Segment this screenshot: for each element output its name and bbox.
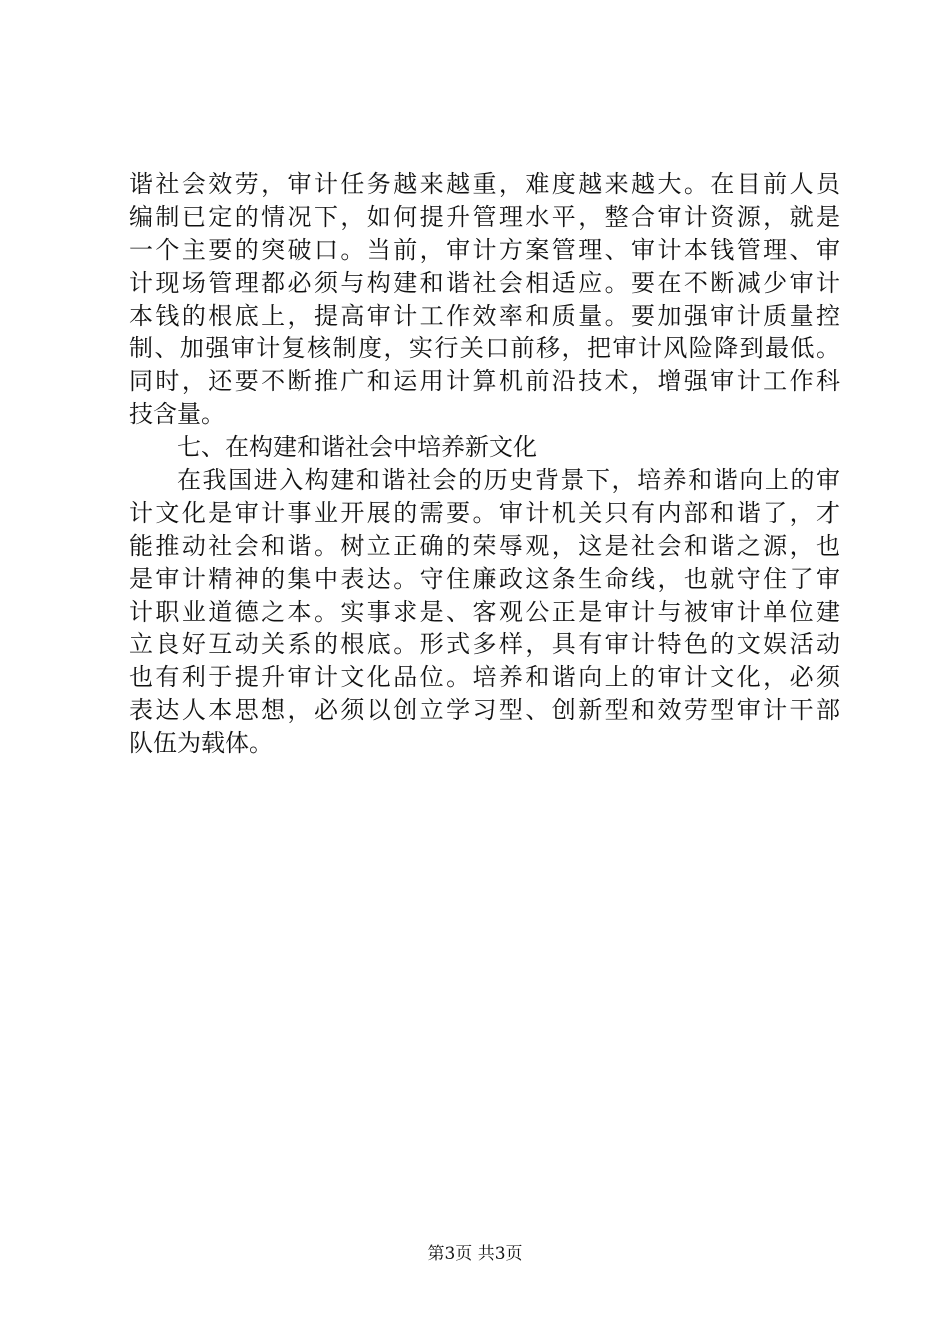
section-heading: 七、在构建和谐社会中培养新文化 [177, 433, 537, 462]
paragraph-line: 编制已定的情况下，如何提升管理水平，整合审计资源，就是 [129, 202, 840, 231]
paragraph-line: 表达人本思想，必须以创立学习型、创新型和效劳型审计干部 [129, 696, 840, 725]
paragraph-line: 一个主要的突破口。当前，审计方案管理、审计本钱管理、审 [129, 235, 840, 264]
paragraph-line: 计职业道德之本。实事求是、客观公正是审计与被审计单位建 [129, 597, 840, 626]
paragraph-line: 计现场管理都必须与构建和谐社会相适应。要在不断减少审计 [129, 268, 840, 297]
paragraph-line: 技含量。 [129, 400, 225, 429]
paragraph-line: 计文化是审计事业开展的需要。审计机关只有内部和谐了，才 [129, 498, 840, 527]
paragraph-line: 本钱的根底上，提高审计工作效率和质量。要加强审计质量控 [129, 301, 840, 330]
document-body [129, 168, 840, 760]
paragraph-line: 谐社会效劳，审计任务越来越重，难度越来越大。在目前人员 [129, 170, 840, 198]
paragraph-line: 在我国进入构建和谐社会的历史背景下，培养和谐向上的审 [177, 466, 840, 495]
paragraph-line: 立良好互动关系的根底。形式多样，具有审计特色的文娱活动 [129, 630, 840, 659]
paragraph-line: 队伍为载体。 [129, 729, 273, 758]
paragraph-line: 能推动社会和谐。树立正确的荣辱观，这是社会和谐之源，也 [129, 531, 840, 560]
page-number-footer: 第3页 共3页 [427, 1244, 523, 1264]
paragraph-line: 制、加强审计复核制度，实行关口前移，把审计风险降到最低。 [129, 334, 840, 363]
paragraph-line: 是审计精神的集中表达。守住廉政这条生命线，也就守住了审 [129, 564, 840, 593]
paragraph-line: 也有利于提升审计文化品位。培养和谐向上的审计文化，必须 [129, 663, 840, 692]
paragraph-line: 同时，还要不断推广和运用计算机前沿技术，增强审计工作科 [129, 367, 840, 396]
